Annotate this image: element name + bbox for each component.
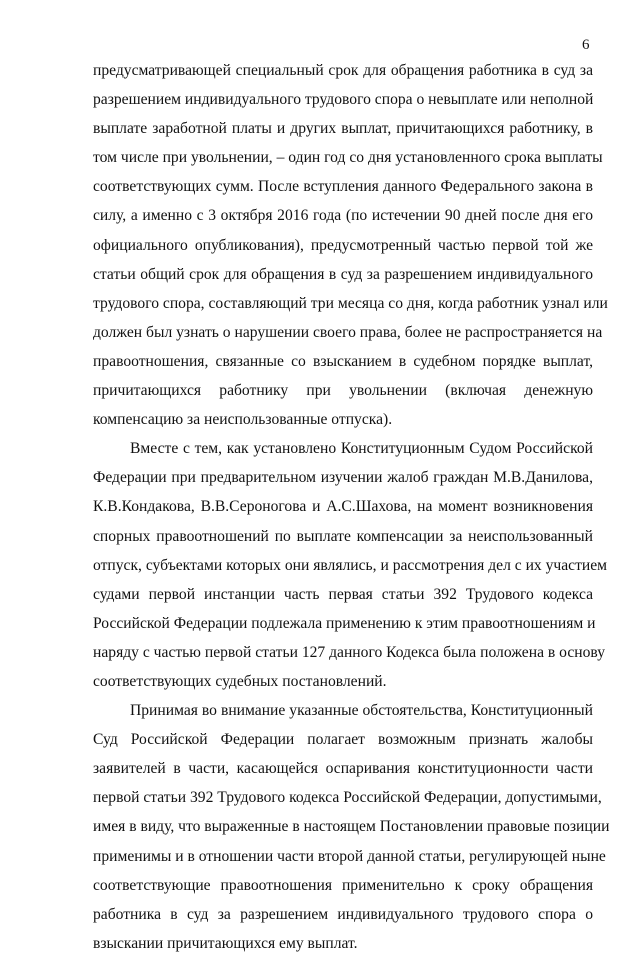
text-line: Принимая во внимание указанные обстоятельства, Конституционный [130,702,593,720]
text-line: должен был узнать о нарушении своего права, более не распространяется на [93,323,603,341]
text-line: Федерации при предварительном изучении жалоб граждан М.В.Данилова, [93,469,593,487]
paragraph [93,56,608,434]
text-line: наряду с частью первой статьи 127 данного Кодекса была положена в основу [93,643,606,661]
text-line: силу, а именно с 3 октября 2016 года (по истечении 90 дней после дня его [93,207,593,225]
text-line: правоотношения, связанные со взысканием в судебном порядке выплат, [93,352,593,370]
text-line: официального опубликования), предусмотренный частью первой той же [93,236,593,254]
document-body [93,56,610,958]
paragraph [93,696,610,958]
text-line: выплате заработной платы и других выплат, причитающихся работнику, в [93,120,593,138]
text-line: применимы и в отношении части второй данной статьи, регулирующей ныне [93,847,606,865]
text-line: первой статьи 392 Трудового кодекса Российской Федерации, допустимыми, [93,789,602,807]
text-line: работника в суд за разрешением индивидуального трудового спора о [93,905,593,923]
text-line: том числе при увольнении, – один год со дня установленного срока выплаты [93,149,603,167]
text-line: К.В.Кондакова, В.В.Сероногова и А.С.Шахова, на момент возникновения [93,498,593,516]
text-line: предусматривающей специальный срок для обращения работника в суд за [93,62,593,79]
text-line: трудового спора, составляющий три месяца со дня, когда работник узнал или [93,294,608,312]
text-line: соответствующих судебных постановлений. [93,672,387,690]
text-line: причитающихся работнику при увольнении (включая денежную [93,382,593,400]
text-line: соответствующих сумм. После вступления данного Федерального закона в [93,178,593,196]
text-line: компенсацию за неиспользованные отпуска). [93,411,393,429]
text-line: взыскании причитающихся ему выплат. [93,934,358,952]
text-line: заявителей в части, касающейся оспаривания конституционности части [93,760,593,778]
text-line: Суд Российской Федерации полагает возможным признать жалобы [93,731,593,749]
text-line: отпуск, субъектами которых они являлись, и рассмотрения дел с их участием [93,556,608,574]
text-line: соответствующие правоотношения применительно к сроку обращения [93,876,593,894]
text-line: Российской Федерации подлежала применению к этим правоотношениям и [93,614,596,632]
text-line: судами первой инстанции часть первая статьи 392 Трудового кодекса [93,585,593,603]
paragraph [93,434,608,696]
text-line: Вместе с тем, как установлено Конституционным Судом Российской [130,440,593,458]
text-line: имея в виду, что выраженные в настоящем Постановлении правовые позиции [93,818,610,836]
text-line: спорных правоотношений по выплате компенсации за неиспользованный [93,527,593,545]
page-number: 6 [582,37,590,53]
text-line: разрешением индивидуального трудового спора о невыплате или неполной [93,91,594,109]
text-line: статьи общий срок для обращения в суд за разрешением индивидуального [93,265,593,283]
